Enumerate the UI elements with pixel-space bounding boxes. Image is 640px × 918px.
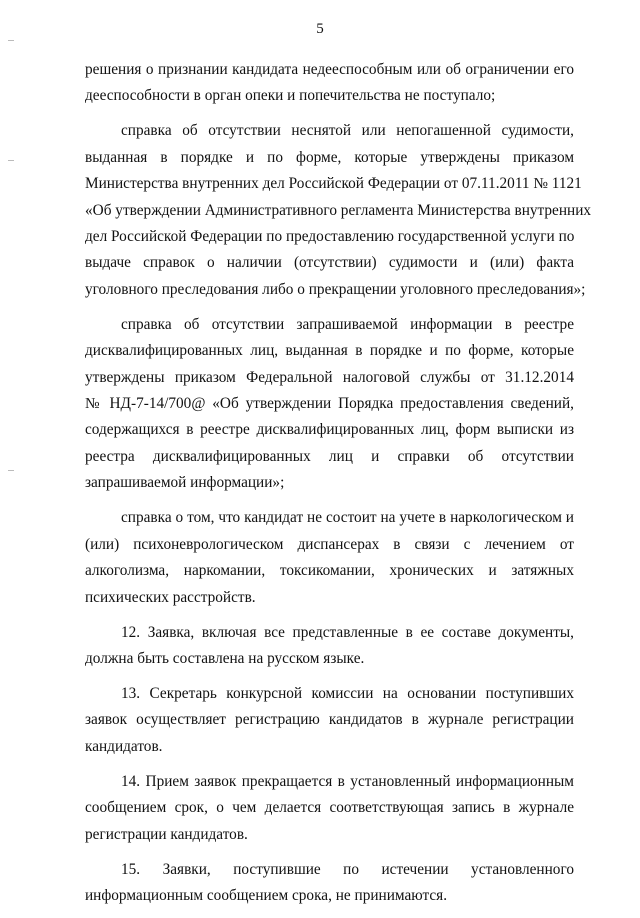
- text-line: (или) психоневрологическом диспансерах в связи с лечением от: [85, 535, 574, 553]
- text-line: выданная в порядке и по форме, которые утверждены приказом: [85, 148, 574, 166]
- text-line: запрашиваемой информации»;: [85, 474, 285, 492]
- text-line: решения о признании кандидата недееспособным или об ограничении его: [85, 61, 574, 78]
- page-number: 5: [316, 21, 324, 37]
- paragraph: [85, 505, 574, 611]
- paragraph: [85, 118, 592, 303]
- text-line: алкоголизма, наркомании, токсикомании, хронических и затяжных: [85, 562, 574, 580]
- text-line: регистрации кандидатов.: [85, 825, 248, 843]
- text-line: выдаче справок о наличии (отсутствии) судимости и (или) факта: [85, 254, 574, 272]
- text-line: дел Российской Федерации по предоставлению государственной услуги по: [85, 228, 575, 246]
- text-line: должна быть составлена на русском языке.: [85, 649, 365, 667]
- text-line: 14. Прием заявок прекращается в установленный информационным: [121, 772, 574, 790]
- text-line: уголовного преследования либо о прекращении уголовного преследования»;: [85, 280, 586, 298]
- text-line: 12. Заявка, включая все представленные в ее составе документы,: [121, 623, 574, 641]
- text-line: реестра дисквалифицированных лиц и справки об отсутствии: [85, 447, 574, 465]
- text-line: № НД-7-14/700@ «Об утверждении Порядка предоставления сведений,: [85, 395, 574, 413]
- paragraph: [85, 620, 574, 673]
- text-line: справка об отсутствии запрашиваемой информации в реестре: [121, 315, 574, 333]
- paragraph: [85, 681, 574, 760]
- text-line: психических расстройств.: [85, 588, 256, 606]
- text-line: «Об утверждении Административного регламента Министерства внутренних: [85, 201, 592, 219]
- paragraph: [85, 769, 574, 848]
- text-line: справка о том, что кандидат не состоит на учете в наркологическом и: [121, 509, 574, 527]
- text-line: заявок осуществляет регистрацию кандидатов в журнале регистрации: [85, 711, 574, 729]
- text-line: дисквалифицированных лиц, выданная в порядке и по форме, которые: [85, 342, 574, 360]
- scan-margin-mark: [8, 160, 14, 161]
- text-line: кандидатов.: [85, 737, 163, 755]
- text-line: дееспособности в орган опеки и попечительства не поступало;: [85, 87, 496, 105]
- text-line: Министерства внутренних дел Российской Федерации от 07.11.2011 № 1121: [85, 175, 582, 193]
- paragraph: [85, 312, 574, 497]
- text-line: утверждены приказом Федеральной налоговой службы от 31.12.2014: [85, 368, 574, 386]
- text-line: 13. Секретарь конкурсной комиссии на основании поступивших: [121, 684, 574, 702]
- paragraph: [85, 857, 574, 910]
- scan-margin-mark: [8, 470, 14, 471]
- text-line: справка об отсутствии неснятой или непогашенной судимости,: [121, 122, 574, 140]
- paragraph: [85, 57, 574, 110]
- text-line: сообщением срок, о чем делается соответствующая запись в журнале: [85, 799, 574, 817]
- text-line: 15. Заявки, поступившие по истечении установленного: [121, 860, 574, 878]
- text-line: информационным сообщением срока, не принимаются.: [85, 886, 448, 904]
- scan-margin-mark: [8, 40, 14, 41]
- text-line: содержащихся в реестре дисквалифицированных лиц, форм выписки из: [85, 421, 574, 439]
- document-body: [85, 57, 592, 918]
